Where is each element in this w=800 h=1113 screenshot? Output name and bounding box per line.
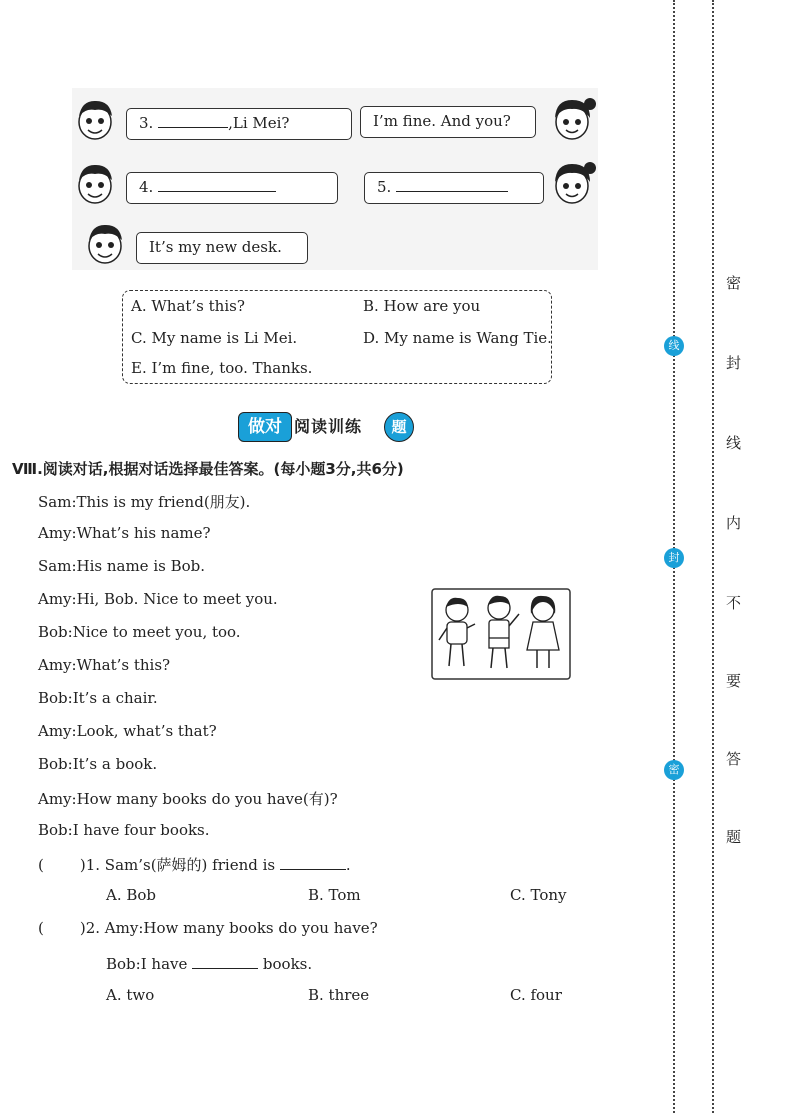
- bubble-q3: [126, 108, 352, 140]
- sidebar-char: 内: [726, 514, 742, 532]
- conversation-line: Bob:It’s a book.: [38, 755, 158, 773]
- q1-option-a[interactable]: A. Bob: [106, 886, 157, 904]
- sidebar-char: 线: [726, 434, 742, 452]
- section-number: Ⅷ.: [12, 460, 43, 478]
- boy-face-icon: [74, 96, 116, 142]
- q1-end: .: [345, 856, 351, 874]
- q3-suffix: ,Li Mei?: [228, 114, 290, 132]
- q5-blank[interactable]: [396, 175, 508, 192]
- girl-reply-text: I’m fine. And you?: [373, 112, 511, 130]
- q1-option-b[interactable]: B. Tom: [308, 886, 361, 904]
- q2-paren-open: (: [38, 919, 44, 937]
- seal-circle: 封: [664, 548, 684, 568]
- boy-face-icon: [74, 160, 116, 206]
- banner-part1: 做对: [238, 412, 292, 442]
- conversation-line: Amy:How many books do you have(有)?: [38, 790, 338, 808]
- reading-banner: [238, 412, 416, 442]
- q5-number: 5.: [377, 178, 392, 196]
- section-instruction: 阅读对话,根据对话选择最佳答案。(每小题3分,共6分): [42, 460, 404, 478]
- banner-part3: 题: [384, 412, 414, 442]
- q3-number: 3.: [139, 114, 154, 132]
- q2-paren-close: ): [79, 919, 86, 937]
- girl-face-icon: [550, 158, 596, 208]
- conversation-line: Amy:What’s his name?: [38, 524, 211, 542]
- sidebar-char: 要: [726, 672, 742, 690]
- bubble-q5: [364, 172, 544, 204]
- q2-stem: 2. Amy:How many books do you have?: [85, 919, 378, 937]
- q2-blank[interactable]: [192, 952, 258, 969]
- conversation-line: Bob:Nice to meet you, too.: [38, 623, 241, 641]
- conversation-line: Bob:It’s a chair.: [38, 689, 158, 707]
- q1-paren-close: ): [79, 856, 86, 874]
- q3-blank[interactable]: [158, 111, 228, 128]
- option-e: E. I’m fine, too. Thanks.: [131, 359, 313, 377]
- banner-part2: 阅读训练: [294, 417, 363, 436]
- sidebar-char: 密: [726, 274, 742, 292]
- option-b: B. How are you: [363, 297, 481, 315]
- conversation-line: Amy:What’s this?: [38, 656, 171, 674]
- kids-illustration: [431, 588, 571, 680]
- q1-stem: 1. Sam’s(萨姆的) friend is: [85, 856, 276, 874]
- dialogue-panel: [72, 88, 598, 270]
- q2-line2-pre: Bob:I have: [106, 955, 188, 973]
- q1-option-c[interactable]: C. Tony: [510, 886, 567, 904]
- section-heading: [12, 458, 404, 479]
- question-2-line2: [106, 952, 312, 973]
- sidebar-char: 题: [726, 828, 742, 846]
- q4-number: 4.: [139, 178, 154, 196]
- boy-face-icon: [84, 220, 126, 266]
- seal-circle: 密: [664, 760, 684, 780]
- sidebar-char: 不: [726, 594, 742, 612]
- question-2: [38, 919, 378, 937]
- q1-paren-open: (: [38, 856, 44, 874]
- option-c: C. My name is Li Mei.: [131, 329, 298, 347]
- desk-text: It’s my new desk.: [149, 238, 282, 256]
- option-a: A. What’s this?: [131, 297, 245, 315]
- option-d: D. My name is Wang Tie.: [363, 329, 552, 347]
- question-1: [38, 853, 351, 875]
- conversation-line: Bob:I have four books.: [38, 821, 210, 839]
- seal-circle: 线: [664, 336, 684, 356]
- q1-blank[interactable]: [280, 853, 346, 870]
- q2-option-b[interactable]: B. three: [308, 986, 370, 1004]
- conversation-line: Sam:His name is Bob.: [38, 557, 205, 575]
- bubble-desk: [136, 232, 308, 264]
- q2-option-c[interactable]: C. four: [510, 986, 562, 1004]
- q2-option-a[interactable]: A. two: [106, 986, 155, 1004]
- options-box: [122, 290, 552, 384]
- conversation-line: Amy:Hi, Bob. Nice to meet you.: [38, 590, 278, 608]
- bubble-girl-reply: [360, 106, 536, 138]
- sidebar-char: 封: [726, 354, 742, 372]
- q2-line2-post: books.: [262, 955, 313, 973]
- conversation-line: Amy:Look, what’s that?: [38, 722, 217, 740]
- conversation-line: Sam:This is my friend(朋友).: [38, 493, 251, 511]
- girl-face-icon: [550, 94, 596, 144]
- q4-blank[interactable]: [158, 175, 276, 192]
- sidebar-char: 答: [726, 750, 742, 768]
- bubble-q4: [126, 172, 338, 204]
- seal-line-outer: [712, 0, 714, 1113]
